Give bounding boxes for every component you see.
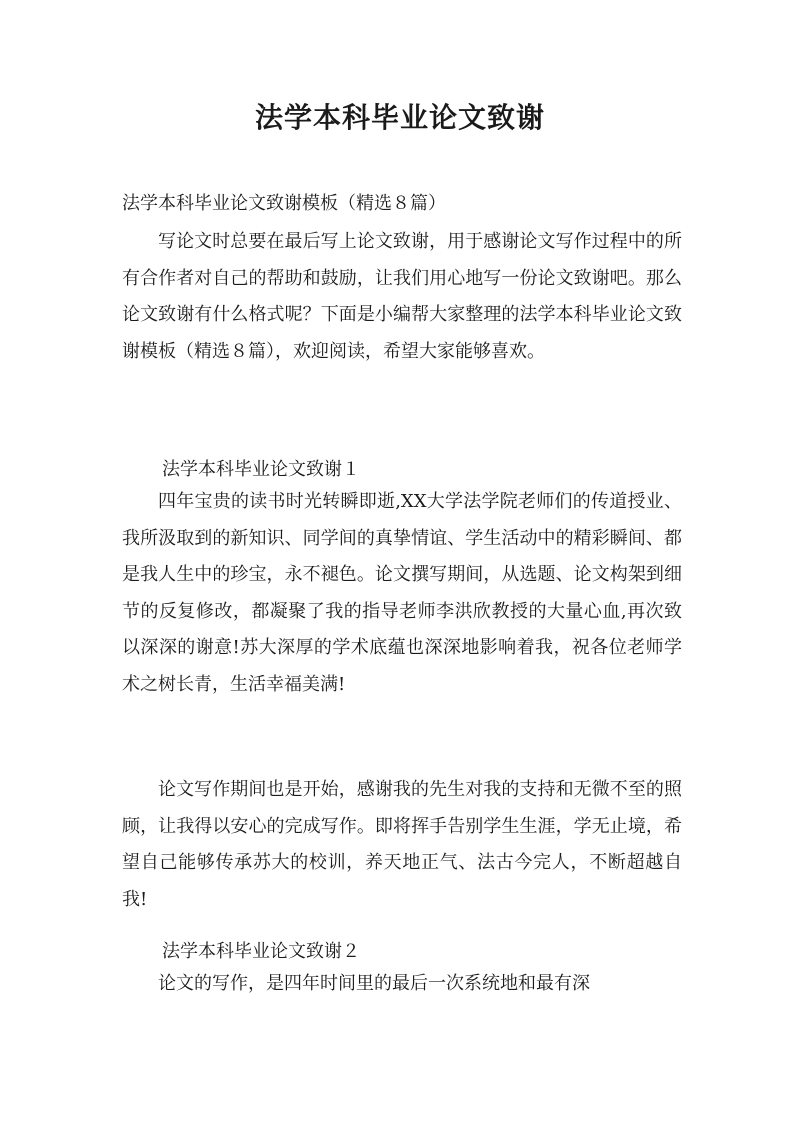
section-heading-1: 法学本科毕业论文致谢１ bbox=[162, 459, 360, 480]
section-2-paragraph-1: 论文的写作，是四年时间里的最后一次系统地和最有深 bbox=[158, 973, 590, 994]
section-1-paragraph-1: 四年宝贵的读书时光转瞬即逝,XX大学法学院老师们的传道授业、我所汲取到的新知识、同学间的真挚情谊、学生活动中的精彩瞬间、都是我人生中的珍宝，永不褪色。论文撰写期间，从选题、论文构架到细节的反复修改，都凝聚了我的指导老师李洪欣教授的大量心血,再次致以深深的谢意!苏大深厚的学术底蕴也深深地影响着我，祝各位老师学术之树长青，生活幸福美满! bbox=[122, 491, 682, 695]
section-heading-2: 法学本科毕业论文致谢２ bbox=[162, 941, 360, 962]
section-1-paragraph-2: 论文写作期间也是开始，感谢我的先生对我的支持和无微不至的照顾，让我得以安心的完成写作。即将挥手告别学生生涯，学无止境，希望自己能够传承苏大的校训，养天地正气、法古今完人，不断超越自我! bbox=[122, 779, 682, 910]
intro-paragraph: 写论文时总要在最后写上论文致谢，用于感谢论文写作过程中的所有合作者对自己的帮助和鼓励，让我们用心地写一份论文致谢吧。那么论文致谢有什么格式呢？下面是小编帮大家整理的法学本科毕业论文致谢模板（精选８篇），欢迎阅读，希望大家能够喜欢。 bbox=[122, 231, 682, 362]
document-title: 法学本科毕业论文致谢 bbox=[254, 101, 545, 134]
document-subtitle: 法学本科毕业论文致谢模板（精选８篇） bbox=[122, 193, 446, 214]
